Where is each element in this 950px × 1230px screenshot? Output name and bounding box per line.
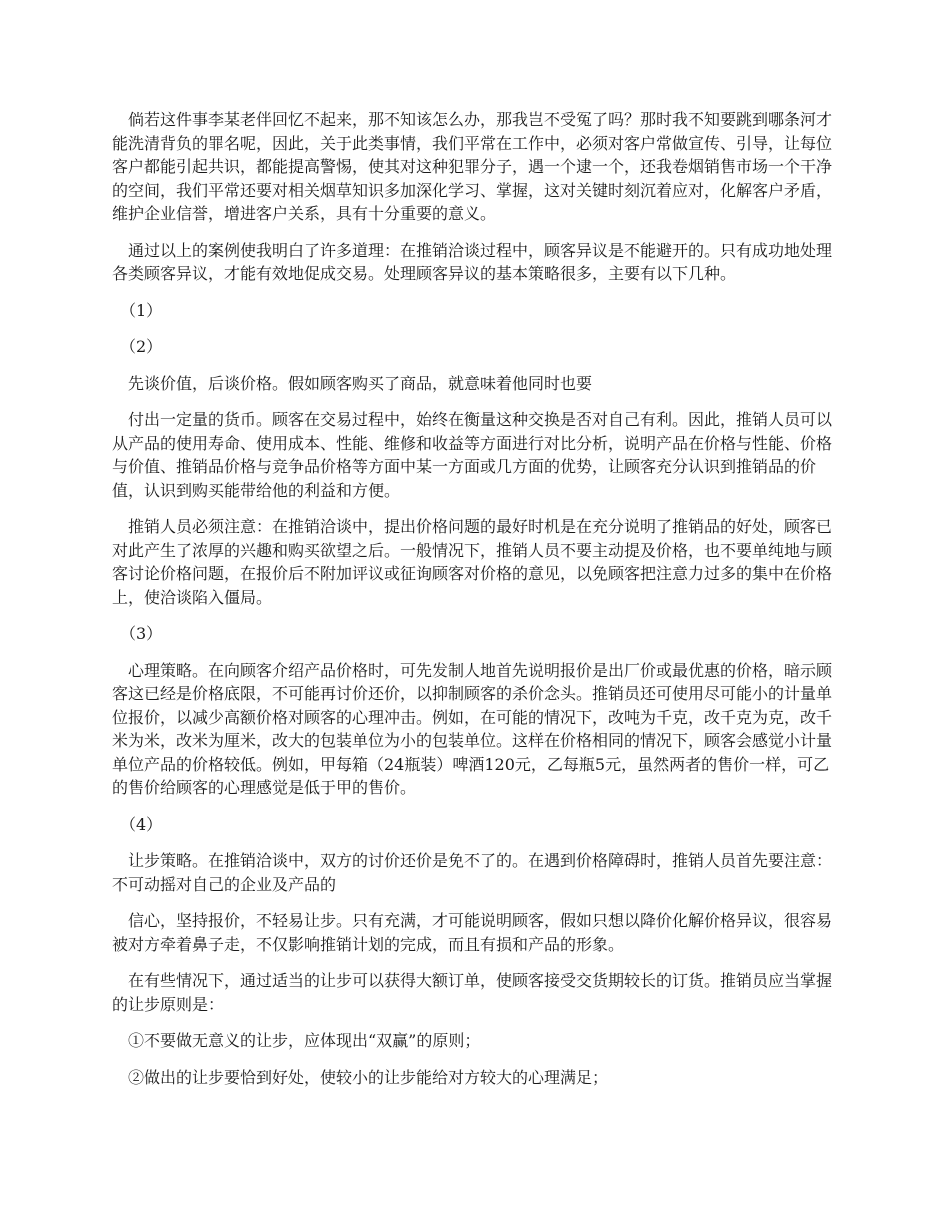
paragraph-3: 先谈价值，后谈价格。假如顾客购买了商品，就意味着他同时也要 xyxy=(112,373,593,393)
list-marker-3: （3） xyxy=(112,624,163,643)
list-marker-2: （2） xyxy=(112,337,163,356)
list-marker-4: （4） xyxy=(112,814,163,834)
principle-item-1: ①不要做无意义的让步，应体现出“双赢”的原则； xyxy=(112,1031,481,1050)
principle-item-2: ②做出的让步要恰到好处，使较小的让步能给对方较大的心理满足； xyxy=(112,1067,609,1087)
paragraph-7: 让步策略。在推销洽谈中，双方的讨价还价是免不了的。在遇到价格障碍时，推销人员首先要注意：不可动摇对自己的企业及产品的 xyxy=(112,851,833,894)
paragraph-6: 心理策略。在向顾客介绍产品价格时，可先发制人地首先说明报价是出厂价或最优惠的价格，暗示顾客这已经是价格底限，不可能再讨价还价，以抑制顾客的杀价念头。推销员还可使用尽可能小的计量单位报价，以减少高额价格对顾客的心理冲击。例如，在可能的情况下，改吨为千克，改千克为克，改千米为米，改米为厘米，改大的包装单位为小的包装单位。这样在价格相同的情况下，顾客会感觉小计量单位产品的价格较低。例如，甲每箱（24瓶装）啤酒120元，乙每瓶5元，虽然两者的售价一样，可乙的售价给顾客的心理感觉是低于甲的售价。 xyxy=(112,660,833,797)
paragraph-4: 付出一定量的货币。顾客在交易过程中，始终在衡量这种交换是否对自己有利。因此，推销人员可以从产品的使用寿命、使用成本、性能、维修和收益等方面进行对比分析，说明产品在价格与性能、价格与价值、推销品价格与竞争品价格等方面中某一方面或几方面的优势，让顾客充分认识到推销品的价值，认识到购买能带给他的利益和方便。 xyxy=(112,410,833,500)
document-body xyxy=(112,108,840,1102)
paragraph-8: 信心，坚持报价，不轻易让步。只有充满，才可能说明顾客，假如只想以降价化解价格异议，很容易被对方牵着鼻子走，不仅影响推销计划的完成，而且有损和产品的形象。 xyxy=(112,911,833,954)
paragraph-5: 推销人员必须注意：在推销洽谈中，提出价格问题的最好时机是在充分说明了推销品的好处，顾客已对此产生了浓厚的兴趣和购买欲望之后。一般情况下，推销人员不要主动提及价格，也不要单纯地与顾客讨论价格问题，在报价后不附加评议或征询顾客对价格的意见，以免顾客把注意力过多的集中在价格上，使洽谈陷入僵局。 xyxy=(112,517,833,607)
paragraph-9: 在有些情况下，通过适当的让步可以获得大额订单，使顾客接受交货期较长的订货。推销员应当掌握的让步原则是： xyxy=(112,971,833,1014)
paragraph-2: 通过以上的案例使我明白了许多道理：在推销洽谈过程中，顾客异议是不能避开的。只有成功地处理各类顾客异议，才能有效地促成交易。处理顾客异议的基本策略很多，主要有以下几种。 xyxy=(112,240,833,283)
list-marker-1: （1） xyxy=(112,300,163,320)
paragraph-1: 倘若这件事李某老伴回忆不起来，那不知该怎么办，那我岂不受冤了吗？那时我不知要跳到哪条河才能洗清背负的罪名呢，因此，关于此类事情，我们平常在工作中，必须对客户常做宣传、引导，让每位客户都能引起共识，都能提高警惕，使其对这种犯罪分子，遇一个逮一个，还我卷烟销售市场一个干净的空间，我们平常还要对相关烟草知识多加深化学习、掌握，这对关键时刻沉着应对，化解客户矛盾，维护企业信誉，增进客户关系，具有十分重要的意义。 xyxy=(112,110,833,223)
